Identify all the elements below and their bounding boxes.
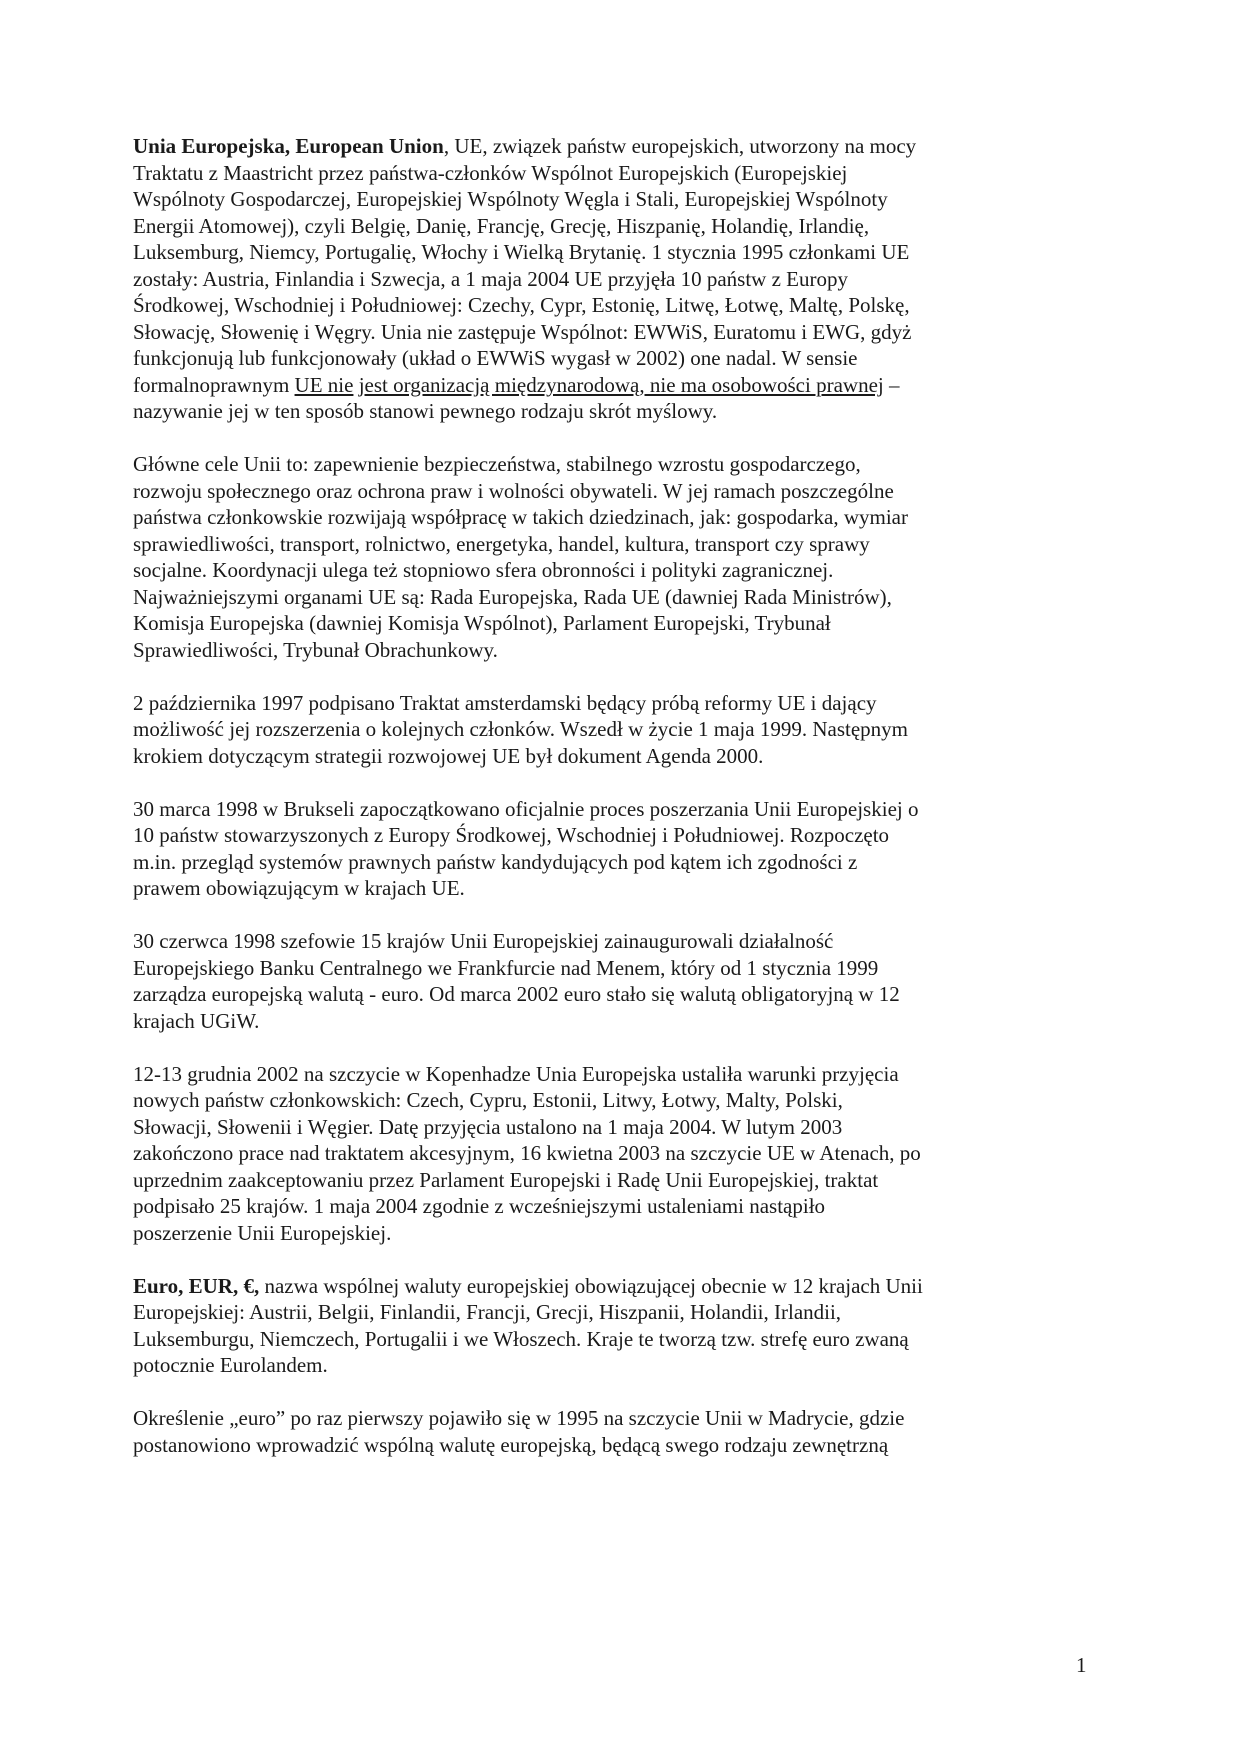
text-line: Określenie „euro” po raz pierwszy pojawiło się w 1995 na szczycie Unii w Madrycie, gdzie: [133, 1406, 905, 1430]
text-line: Luksemburg, Niemcy, Portugalię, Włochy i Wielką Brytanię. 1 stycznia 1995 członkami UE: [133, 240, 910, 264]
text-line: Główne cele Unii to: zapewnienie bezpieczeństwa, stabilnego wzrostu gospodarczego,: [133, 452, 861, 476]
text-line: krajach UGiW.: [133, 1008, 260, 1033]
text-line: Środkowej, Wschodniej i Południowej: Czechy, Cypr, Estonię, Litwę, Łotwę, Maltę, Polskę,: [133, 293, 910, 317]
term-heading: Unia Europejska, European Union: [133, 134, 444, 158]
term-heading: Euro, EUR, €,: [133, 1273, 260, 1298]
text-line: 30 czerwca 1998 szefowie 15 krajów Unii Europejskiej zainaugurowali działalność: [133, 929, 834, 953]
text-line: Wspólnoty Gospodarczej, Europejskiej Wspólnoty Węgla i Stali, Europejskiej Wspólnoty: [133, 187, 888, 211]
page-number: 1: [1076, 1653, 1087, 1677]
text-line: 10 państw stowarzyszonych z Europy Środkowej, Wschodniej i Południowej. Rozpoczęto: [133, 823, 890, 847]
paragraph-amsterdam-treaty: [133, 690, 993, 770]
text-line: Europejskiej: Austrii, Belgii, Finlandii, Francji, Grecji, Hiszpanii, Holandii, Irlandii,: [133, 1300, 842, 1324]
text-line: Luksemburgu, Niemczech, Portugalii i we Włoszech. Kraje te tworzą tzw. strefę euro zwaną: [133, 1326, 909, 1351]
text-line: socjalne. Koordynacji ulega też stopniowo sfera obronności i polityki zagranicznej.: [133, 558, 834, 582]
text-line: funkcjonują lub funkcjonowały (układ o EWWiS wygasł w 2002) one nadal. W sensie: [133, 346, 858, 370]
text-line: Słowacji, Słowenii i Węgier. Datę przyjęcia ustalono na 1 maja 2004. W lutym 2003: [133, 1114, 843, 1139]
text-line: postanowiono wprowadzić wspólną walutę europejską, będącą swego rodzaju zewnętrzną: [133, 1432, 889, 1457]
paragraph-eu-definition: [133, 133, 993, 425]
text-line: rozwoju społecznego oraz ochrona praw i wolności obywateli. W jej ramach poszczególne: [133, 478, 894, 503]
document-body: [133, 133, 993, 1485]
text-line: [133, 133, 993, 160]
text-line: zarządza europejską walutą - euro. Od marca 2002 euro stało się walutą obligatoryjną w 12: [133, 982, 900, 1006]
text-run: , UE, związek państw europejskich, utworzony na mocy: [443, 134, 917, 158]
text-line: Traktatu z Maastricht przez państwa-członków Wspólnot Europejskich (Europejskiej: [133, 160, 848, 185]
paragraph-euro-definition: [133, 1273, 993, 1379]
text-line: możliwość jej rozszerzenia o kolejnych członków. Wszedł w życie 1 maja 1999. Następnym: [133, 717, 908, 741]
text-line: 12-13 grudnia 2002 na szczycie w Kopenhadze Unia Europejska ustaliła warunki przyjęcia: [133, 1061, 899, 1086]
text-line: nazywanie jej w ten sposób stanowi pewnego rodzaju skrót myślowy.: [133, 399, 718, 423]
text-line: Energii Atomowej), czyli Belgię, Danię, Francję, Grecję, Hiszpanię, Holandię, Irlandię,: [133, 213, 870, 238]
text-line: potocznie Eurolandem.: [133, 1353, 328, 1377]
paragraph-enlargement-process: [133, 796, 993, 902]
paragraph-copenhagen-summit: [133, 1061, 993, 1247]
text-run: formalnoprawnym: [133, 372, 295, 397]
underlined-text: jest organizacją międzynarodową, nie ma osobowości prawnej: [358, 372, 884, 397]
text-line: poszerzenie Unii Europejskiej.: [133, 1220, 392, 1245]
text-line: Europejskiego Banku Centralnego we Frankfurcie nad Menem, który od 1 stycznia 1999: [133, 955, 879, 980]
text-line: [133, 1273, 993, 1300]
text-line: 30 marca 1998 w Brukseli zapoczątkowano oficjalnie proces poszerzania Unii Europejskiej o: [133, 796, 919, 821]
text-line: zostały: Austria, Finlandia i Szwecja, a 1 maja 2004 UE przyjęła 10 państw z Europy: [133, 266, 848, 291]
text-line: zakończono prace nad traktatem akcesyjnym, 16 kwietna 2003 na szczycie UE w Atenach, po: [133, 1141, 921, 1165]
underlined-text: UE nie: [294, 372, 354, 397]
text-line: Najważniejszymi organami UE są: Rada Europejska, Rada UE (dawniej Rada Ministrów),: [133, 584, 892, 609]
paragraph-ecb: [133, 928, 993, 1034]
text-line: m.in. przegląd systemów prawnych państw kandydujących pod kątem ich zgodności z: [133, 849, 858, 874]
text-line: [133, 372, 993, 399]
text-line: sprawiedliwości, transport, rolnictwo, energetyka, handel, kultura, transport czy sprawy: [133, 531, 870, 556]
text-line: Sprawiedliwości, Trybunał Obrachunkowy.: [133, 637, 498, 662]
text-run: nazwa wspólnej waluty europejskiej obowiązującej obecnie w 12 krajach Unii: [259, 1273, 923, 1298]
paragraph-eu-goals: [133, 451, 993, 663]
text-line: Komisja Europejska (dawniej Komisja Wspólnot), Parlament Europejski, Trybunał: [133, 611, 831, 635]
text-line: Słowację, Słowenię i Węgry. Unia nie zastępuje Wspólnot: EWWiS, Euratomu i EWG, gdyż: [133, 319, 912, 344]
text-line: podpisało 25 krajów. 1 maja 2004 zgodnie z wcześniejszymi ustaleniami nastąpiło: [133, 1194, 826, 1218]
text-line: krokiem dotyczącym strategii rozwojowej UE był dokument Agenda 2000.: [133, 743, 764, 768]
text-run: –: [883, 372, 900, 397]
paragraph-euro-origin: [133, 1405, 993, 1458]
text-line: państwa członkowskie rozwijają współpracę w takich dziedzinach, jak: gospodarka, wymiar: [133, 505, 908, 529]
text-line: nowych państw członkowskich: Czech, Cypru, Estonii, Litwy, Łotwy, Malty, Polski,: [133, 1088, 843, 1112]
text-line: uprzednim zaakceptowaniu przez Parlament Europejski i Radę Unii Europejskiej, traktat: [133, 1167, 879, 1192]
text-line: prawem obowiązującym w krajach UE.: [133, 876, 465, 900]
text-line: 2 października 1997 podpisano Traktat amsterdamski będący próbą reformy UE i dający: [133, 690, 877, 715]
